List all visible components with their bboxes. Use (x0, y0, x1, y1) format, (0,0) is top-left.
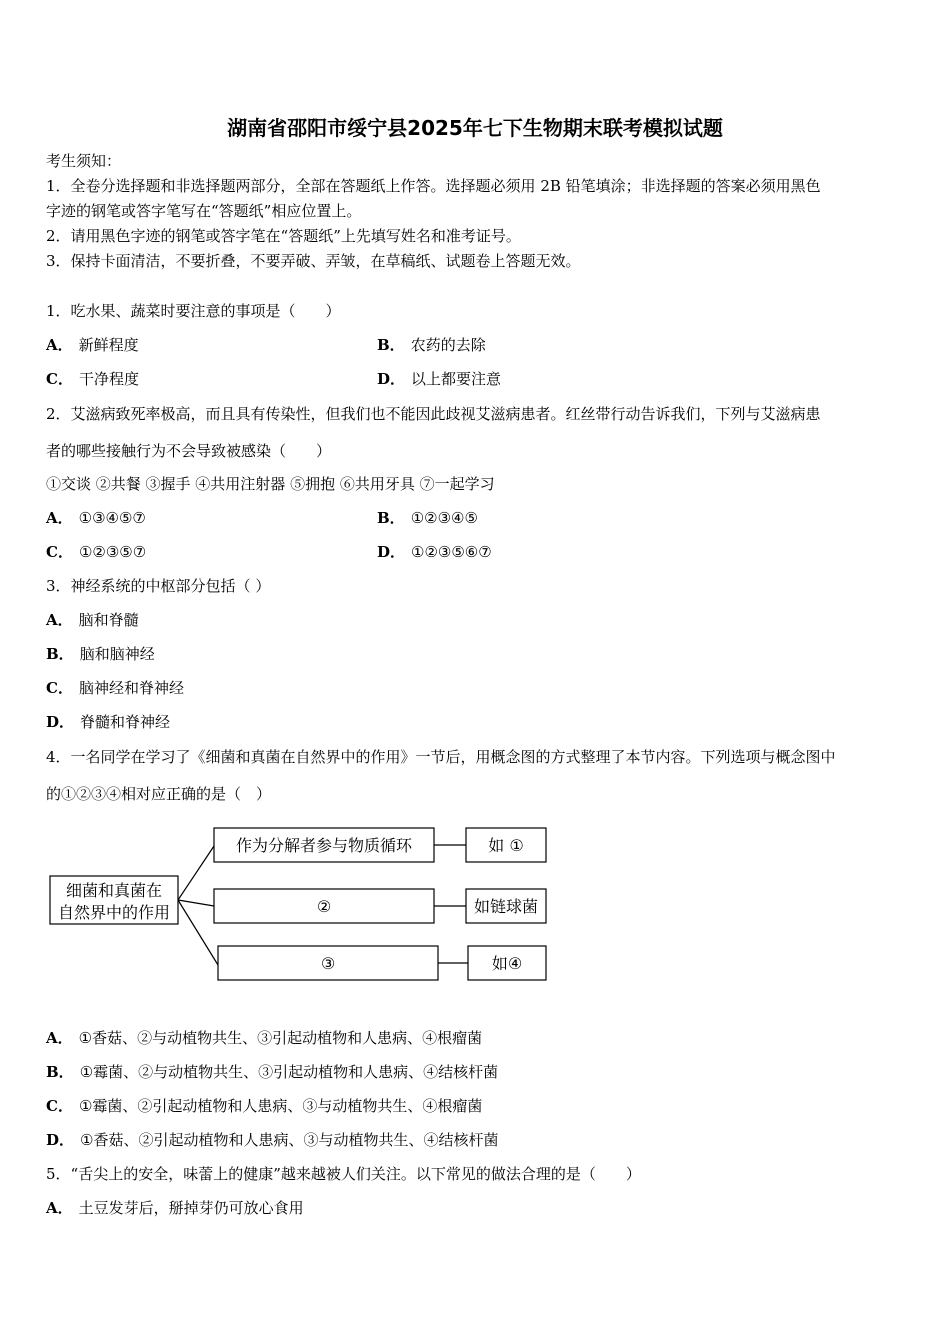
q1-stem: 1．吃水果、蔬菜时要注意的事项是（ ） (46, 302, 341, 320)
q3-option-d: D． 脊髓和脊神经 (46, 713, 171, 731)
q2-stem-line-1: 2．艾滋病致死率极高，而且具有传染性，但我们也不能因此歧视艾滋病患者。红丝带行动告诉我们，下列与艾滋病患 (46, 405, 821, 423)
connector-line-3 (178, 900, 218, 965)
notice-line-1a: 1．全卷分选择题和非选择题两部分，全部在答题纸上作答。选择题必须用 2B 铅笔填涂；非选择题的答案必须用黑色 (46, 177, 821, 195)
q1-option-c: C． 干净程度 (46, 370, 139, 388)
q2-option-c: C． ①②③⑤⑦ (46, 543, 147, 561)
q4-option-c: C． ①霉菌、②引起动植物和人患病、③与动植物共生、④根瘤菌 (46, 1097, 483, 1115)
q1-option-a: A． 新鲜程度 (46, 336, 139, 354)
concept-root-line-1: 细菌和真菌在 (65, 881, 163, 900)
q2-option-b: B． ①②③④⑤ (377, 509, 478, 527)
q4-stem-line-2: 的①②③④相对应正确的是（ ） (46, 785, 272, 803)
notice-line-3: 3．保持卡面清洁，不要折叠，不要弄破、弄皱，在草稿纸、试题卷上答题无效。 (46, 252, 581, 270)
notice-line-1b: 字迹的钢笔或答字笔写在“答题纸”相应位置上。 (46, 202, 362, 220)
connector-line-1 (178, 846, 214, 900)
example-label-3: 如④ (491, 954, 523, 973)
branch-label-2: ② (316, 897, 332, 916)
q3-option-c: C． 脑神经和脊神经 (46, 679, 184, 697)
q4-option-d: D． ①香菇、②引起动植物和人患病、③与动植物共生、④结核杆菌 (46, 1131, 499, 1149)
q4-option-b: B． ①霉菌、②与动植物共生、③引起动植物和人患病、④结核杆菌 (46, 1063, 499, 1081)
q5-stem: 5．“舌尖上的安全，味蕾上的健康”越来越被人们关注。以下常见的做法合理的是（ ） (46, 1165, 641, 1183)
q5-option-a: A． 土豆发芽后，掰掉芽仍可放心食用 (46, 1199, 304, 1217)
example-label-2: 如链球菌 (473, 897, 539, 916)
notice-line-2: 2．请用黑色字迹的钢笔或答字笔在“答题纸”上先填写姓名和准考证号。 (46, 227, 521, 245)
q2-items: ①交谈 ②共餐 ③握手 ④共用注射器 ⑤拥抱 ⑥共用牙具 ⑦一起学习 (46, 475, 495, 493)
q1-option-d: D． 以上都要注意 (377, 370, 502, 388)
q3-stem: 3．神经系统的中枢部分包括（ ） (46, 577, 271, 595)
concept-root-line-2: 自然界中的作用 (57, 903, 171, 922)
q2-stem-line-2: 者的哪些接触行为不会导致被感染（ ） (46, 442, 332, 460)
notice-heading: 考生须知： (46, 152, 122, 170)
q3-option-a: A． 脑和脊髓 (46, 611, 139, 629)
q4-stem-line-1: 4．一名同学在学习了《细菌和真菌在自然界中的作用》一节后，用概念图的方式整理了本节内容。下列选项与概念图中 (46, 748, 836, 766)
branch-label-1: 作为分解者参与物质循环 (235, 836, 413, 855)
q2-option-a: A． ①③④⑤⑦ (46, 509, 146, 527)
q3-option-b: B． 脑和脑神经 (46, 645, 155, 663)
branch-label-3: ③ (320, 954, 336, 973)
example-label-1: 如 ① (488, 836, 524, 855)
q4-option-a: A． ①香菇、②与动植物共生、③引起动植物和人患病、④根瘤菌 (46, 1029, 483, 1047)
connector-line-2 (178, 900, 214, 906)
q1-option-b: B． 农药的去除 (377, 336, 486, 354)
q2-option-d: D． ①②③⑤⑥⑦ (377, 543, 492, 561)
concept-map-diagram (40, 820, 560, 990)
page-title: 湖南省邵阳市绥宁县2025年七下生物期末联考模拟试题 (227, 116, 723, 140)
